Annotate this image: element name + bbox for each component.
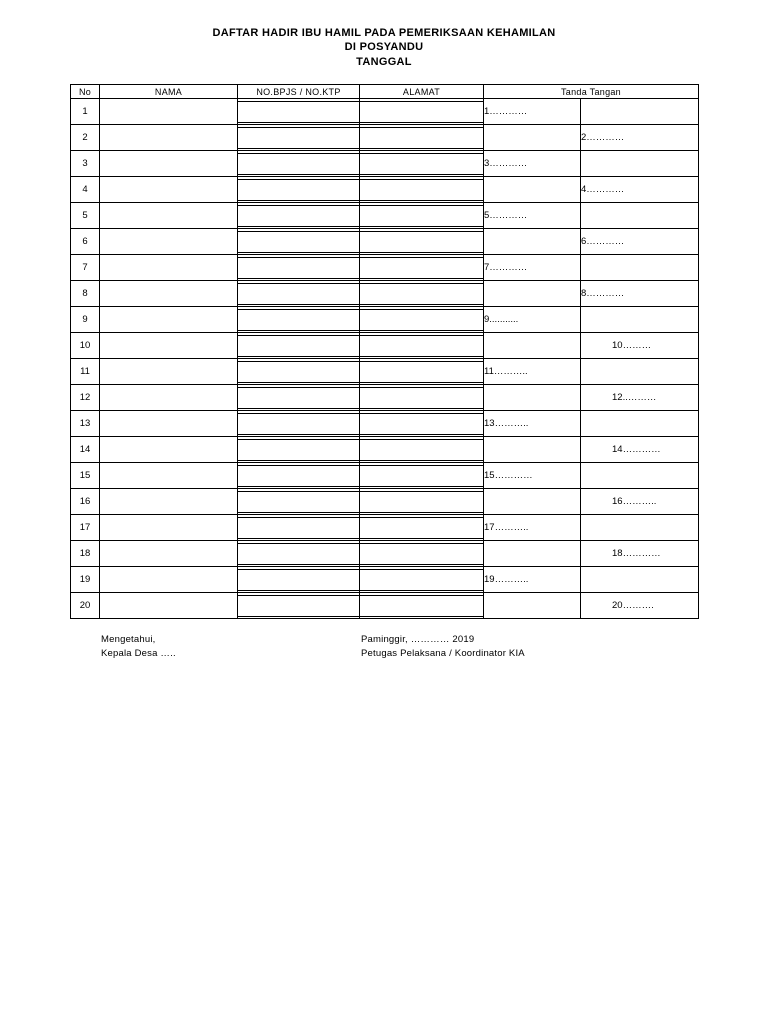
header-no: No <box>71 85 100 99</box>
table-row <box>71 203 699 229</box>
table-row <box>71 99 699 125</box>
bpjs-cell[interactable] <box>238 177 360 203</box>
nama-cell[interactable] <box>100 333 238 359</box>
signature-right-cell[interactable] <box>581 567 699 593</box>
footer-village-head: Kepala Desa ….. <box>101 648 176 659</box>
alamat-cell[interactable] <box>360 151 484 177</box>
signature-right-cell[interactable]: 12..……… <box>581 385 699 411</box>
signature-right-cell[interactable]: 18………… <box>581 541 699 567</box>
alamat-cell[interactable] <box>360 385 484 411</box>
signature-left-cell[interactable]: 7………… <box>484 255 581 281</box>
row-number: 2 <box>71 125 100 151</box>
signature-right-cell[interactable]: 10……… <box>581 333 699 359</box>
document-date-label: TANGGAL <box>356 56 412 68</box>
bpjs-cell[interactable] <box>238 359 360 385</box>
row-number: 12 <box>71 385 100 411</box>
alamat-cell-box <box>360 205 483 227</box>
footer-place-date: Paminggir, ………… 2019 <box>361 634 475 645</box>
signature-left-cell[interactable]: 3………… <box>484 151 581 177</box>
signature-left-cell[interactable]: 13……….. <box>484 411 581 437</box>
table-row <box>71 411 699 437</box>
alamat-cell-box <box>360 179 483 201</box>
table-header-row <box>71 85 699 99</box>
header-alamat: ALAMAT <box>360 85 484 99</box>
table-row <box>71 593 699 619</box>
row-number: 1 <box>71 99 100 125</box>
nama-cell[interactable] <box>100 437 238 463</box>
signature-right-cell[interactable] <box>581 99 699 125</box>
alamat-cell[interactable] <box>360 515 484 541</box>
alamat-cell[interactable] <box>360 541 484 567</box>
bpjs-cell-box <box>238 127 359 149</box>
nama-cell[interactable] <box>100 411 238 437</box>
nama-cell[interactable] <box>100 125 238 151</box>
row-number: 20 <box>71 593 100 619</box>
table-row <box>71 541 699 567</box>
alamat-cell-box <box>360 543 483 565</box>
nama-cell[interactable] <box>100 489 238 515</box>
signature-right-cell[interactable] <box>581 255 699 281</box>
nama-cell[interactable] <box>100 541 238 567</box>
alamat-cell-box <box>360 361 483 383</box>
row-number: 6 <box>71 229 100 255</box>
bpjs-cell-box <box>238 179 359 201</box>
signature-left-cell[interactable] <box>484 593 581 619</box>
bpjs-cell-box <box>238 387 359 409</box>
bpjs-cell-box <box>238 205 359 227</box>
alamat-cell[interactable] <box>360 489 484 515</box>
bpjs-cell-box <box>238 543 359 565</box>
row-number: 16 <box>71 489 100 515</box>
bpjs-cell-box <box>238 361 359 383</box>
bpjs-cell-box <box>238 153 359 175</box>
alamat-cell-box <box>360 569 483 591</box>
bpjs-cell[interactable] <box>238 593 360 619</box>
bpjs-cell-box <box>238 101 359 123</box>
nama-cell[interactable] <box>100 281 238 307</box>
alamat-cell[interactable] <box>360 411 484 437</box>
alamat-cell[interactable] <box>360 437 484 463</box>
alamat-cell[interactable] <box>360 593 484 619</box>
table-row <box>71 489 699 515</box>
table-row <box>71 255 699 281</box>
alamat-cell-box <box>360 127 483 149</box>
bpjs-cell-box <box>238 413 359 435</box>
bpjs-cell[interactable] <box>238 281 360 307</box>
signature-right-cell[interactable]: 4………… <box>581 177 699 203</box>
table-row <box>71 281 699 307</box>
bpjs-cell[interactable] <box>238 203 360 229</box>
signature-left-cell[interactable]: 17……….. <box>484 515 581 541</box>
alamat-cell-box <box>360 439 483 461</box>
alamat-cell[interactable] <box>360 99 484 125</box>
bpjs-cell[interactable] <box>238 151 360 177</box>
table-row <box>71 359 699 385</box>
nama-cell[interactable] <box>100 307 238 333</box>
nama-cell[interactable] <box>100 593 238 619</box>
bpjs-cell[interactable] <box>238 125 360 151</box>
row-number: 14 <box>71 437 100 463</box>
signature-left-cell[interactable]: 11……….. <box>484 359 581 385</box>
bpjs-cell[interactable] <box>238 255 360 281</box>
bpjs-cell-box <box>238 465 359 487</box>
bpjs-cell[interactable] <box>238 567 360 593</box>
row-number: 3 <box>71 151 100 177</box>
footer-officer: Petugas Pelaksana / Koordinator KIA <box>361 648 525 659</box>
bpjs-cell-box <box>238 491 359 513</box>
row-number: 19 <box>71 567 100 593</box>
signature-right-cell[interactable]: 14………… <box>581 437 699 463</box>
attendance-table <box>70 84 699 619</box>
signature-right-cell[interactable]: 2………… <box>581 125 699 151</box>
table-row <box>71 307 699 333</box>
table-row <box>71 385 699 411</box>
signature-left-cell[interactable] <box>484 125 581 151</box>
alamat-cell[interactable] <box>360 177 484 203</box>
bpjs-cell-box <box>238 257 359 279</box>
alamat-cell-box <box>360 517 483 539</box>
table-row <box>71 515 699 541</box>
signature-left-cell[interactable] <box>484 541 581 567</box>
signature-left-cell[interactable] <box>484 229 581 255</box>
signature-right-cell[interactable] <box>581 411 699 437</box>
row-number: 11 <box>71 359 100 385</box>
alamat-cell[interactable] <box>360 255 484 281</box>
signature-left-cell[interactable]: 9........... <box>484 307 581 333</box>
document-title: DAFTAR HADIR IBU HAMIL PADA PEMERIKSAAN KEHAMILAN <box>212 27 556 39</box>
signature-right-cell[interactable]: 8………… <box>581 281 699 307</box>
signature-right-cell[interactable] <box>581 515 699 541</box>
alamat-cell[interactable] <box>360 463 484 489</box>
bpjs-cell[interactable] <box>238 99 360 125</box>
signature-right-cell[interactable] <box>581 203 699 229</box>
bpjs-cell[interactable] <box>238 541 360 567</box>
table-row <box>71 437 699 463</box>
signature-left-cell[interactable] <box>484 281 581 307</box>
bpjs-cell-box <box>238 283 359 305</box>
alamat-cell-box <box>360 465 483 487</box>
alamat-cell-box <box>360 257 483 279</box>
bpjs-cell-box <box>238 439 359 461</box>
signature-left-cell[interactable] <box>484 437 581 463</box>
signature-left-cell[interactable] <box>484 333 581 359</box>
row-number: 13 <box>71 411 100 437</box>
table-row <box>71 125 699 151</box>
header-nama: NAMA <box>100 85 238 99</box>
table-row <box>71 177 699 203</box>
nama-cell[interactable] <box>100 567 238 593</box>
alamat-cell[interactable] <box>360 281 484 307</box>
alamat-cell-box <box>360 283 483 305</box>
signature-left-cell[interactable] <box>484 489 581 515</box>
table-row <box>71 229 699 255</box>
alamat-cell[interactable] <box>360 333 484 359</box>
signature-left-cell[interactable] <box>484 177 581 203</box>
bpjs-cell[interactable] <box>238 515 360 541</box>
bpjs-cell[interactable] <box>238 307 360 333</box>
bpjs-cell[interactable] <box>238 229 360 255</box>
header-tanda-tangan: Tanda Tangan <box>484 85 699 99</box>
alamat-cell[interactable] <box>360 203 484 229</box>
table-row <box>71 151 699 177</box>
document-subtitle: DI POSYANDU <box>344 41 424 53</box>
row-number: 5 <box>71 203 100 229</box>
alamat-cell-box <box>360 491 483 513</box>
signature-right-cell[interactable] <box>581 359 699 385</box>
row-number: 4 <box>71 177 100 203</box>
signature-right-cell[interactable]: 20………. <box>581 593 699 619</box>
alamat-cell-box <box>360 101 483 123</box>
signature-right-cell[interactable] <box>581 151 699 177</box>
signature-left-cell[interactable]: 15………… <box>484 463 581 489</box>
row-number: 18 <box>71 541 100 567</box>
alamat-cell[interactable] <box>360 229 484 255</box>
table-row <box>71 567 699 593</box>
row-number: 7 <box>71 255 100 281</box>
alamat-cell-box <box>360 231 483 253</box>
row-number: 10 <box>71 333 100 359</box>
bpjs-cell-box <box>238 309 359 331</box>
nama-cell[interactable] <box>100 151 238 177</box>
bpjs-cell-box <box>238 595 359 617</box>
signature-left-cell[interactable]: 19……….. <box>484 567 581 593</box>
signature-left-cell[interactable]: 1………… <box>484 99 581 125</box>
nama-cell[interactable] <box>100 99 238 125</box>
alamat-cell-box <box>360 153 483 175</box>
row-number: 8 <box>71 281 100 307</box>
bpjs-cell-box <box>238 335 359 357</box>
row-number: 17 <box>71 515 100 541</box>
signature-right-cell[interactable] <box>581 307 699 333</box>
nama-cell[interactable] <box>100 177 238 203</box>
bpjs-cell-box <box>238 231 359 253</box>
row-number: 15 <box>71 463 100 489</box>
alamat-cell-box <box>360 595 483 617</box>
alamat-cell[interactable] <box>360 125 484 151</box>
nama-cell[interactable] <box>100 515 238 541</box>
table-row <box>71 463 699 489</box>
bpjs-cell[interactable] <box>238 411 360 437</box>
bpjs-cell[interactable] <box>238 489 360 515</box>
bpjs-cell[interactable] <box>238 333 360 359</box>
signature-right-cell[interactable]: 16……….. <box>581 489 699 515</box>
alamat-cell-box <box>360 309 483 331</box>
alamat-cell-box <box>360 413 483 435</box>
nama-cell[interactable] <box>100 359 238 385</box>
alamat-cell[interactable] <box>360 307 484 333</box>
bpjs-cell-box <box>238 517 359 539</box>
row-number: 9 <box>71 307 100 333</box>
bpjs-cell[interactable] <box>238 437 360 463</box>
table-row <box>71 333 699 359</box>
footer-acknowledged: Mengetahui, <box>101 634 156 645</box>
bpjs-cell[interactable] <box>238 385 360 411</box>
signature-left-cell[interactable] <box>484 385 581 411</box>
nama-cell[interactable] <box>100 385 238 411</box>
nama-cell[interactable] <box>100 255 238 281</box>
alamat-cell-box <box>360 335 483 357</box>
nama-cell[interactable] <box>100 463 238 489</box>
alamat-cell-box <box>360 387 483 409</box>
nama-cell[interactable] <box>100 229 238 255</box>
nama-cell[interactable] <box>100 203 238 229</box>
bpjs-cell[interactable] <box>238 463 360 489</box>
signature-left-cell[interactable]: 5………… <box>484 203 581 229</box>
signature-right-cell[interactable]: 6………… <box>581 229 699 255</box>
signature-right-cell[interactable] <box>581 463 699 489</box>
alamat-cell[interactable] <box>360 359 484 385</box>
alamat-cell[interactable] <box>360 567 484 593</box>
bpjs-cell-box <box>238 569 359 591</box>
header-bpjs: NO.BPJS / NO.KTP <box>238 85 360 99</box>
